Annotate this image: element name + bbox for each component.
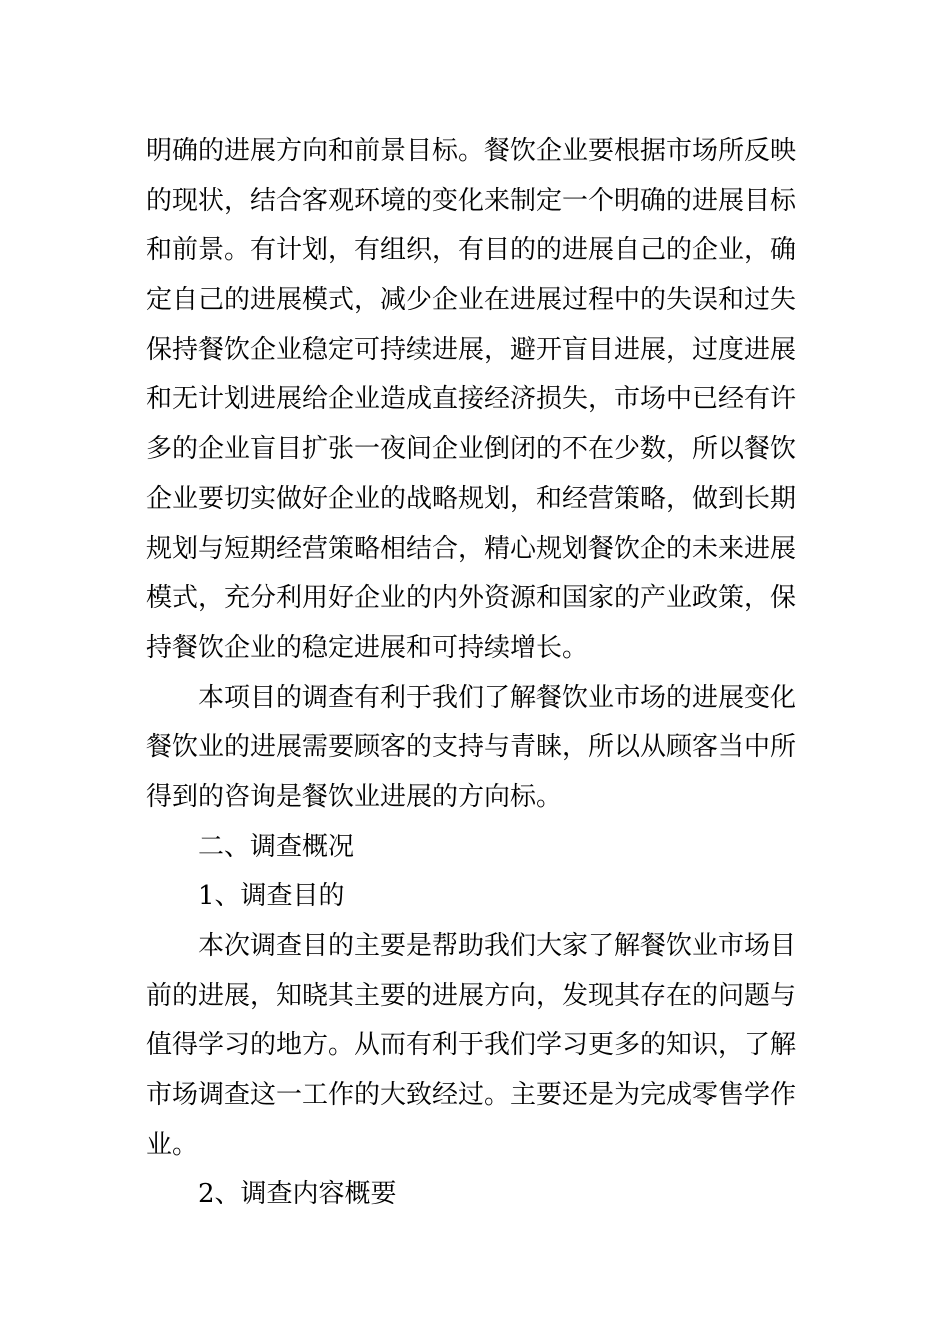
text-line: 业。: [146, 1129, 199, 1160]
text-line: 值得学习的地方。从而有利于我们学习更多的知识，了解: [146, 1030, 797, 1061]
text-line: 持餐饮企业的稳定进展和可持续增长。: [146, 632, 589, 663]
paragraph-project-survey: [146, 674, 811, 823]
text-line: 市场调查这一工作的大致经过。主要还是为完成零售学作: [146, 1080, 797, 1111]
text-line: 得到的咨询是餐饮业进展的方向标。: [146, 781, 563, 812]
text-line: 明确的进展方向和前景目标。餐饮企业要根据市场所反映: [146, 136, 797, 166]
text-line: 和无计划进展给企业造成直接经济损失，市场中已经有许: [146, 384, 797, 415]
text-line: 本次调查目的主要是帮助我们大家了解餐饮业市场目: [198, 931, 797, 961]
text-line: 多的企业盲目扩张一夜间企业倒闭的不在少数，所以餐饮: [146, 434, 797, 465]
text-line: 餐饮业的进展需要顾客的支持与青睐，所以从顾客当中所: [146, 732, 797, 763]
section-heading-survey-overview: 二、调查概况: [198, 831, 355, 862]
paragraph-survey-purpose: [146, 922, 811, 1170]
text-line: 企业要切实做好企业的战略规划，和经营策略，做到长期: [146, 483, 797, 514]
text-line: 和前景。有计划，有组织，有目的的进展自己的企业，确: [146, 235, 797, 266]
text-line: 规划与短期经营策略相结合，精心规划餐饮企的未来进展: [146, 533, 797, 564]
text-line: 保持餐饮企业稳定可持续进展，避开盲目进展，过度进展: [146, 334, 797, 365]
text-line: 本项目的调查有利于我们了解餐饮业市场的进展变化: [198, 682, 797, 713]
document-body: [146, 127, 811, 1220]
text-line: 前的进展，知晓其主要的进展方向，发现其存在的问题与: [146, 980, 797, 1011]
text-line: 定自己的进展模式，减少企业在进展过程中的失误和过失: [146, 285, 797, 316]
subsection-heading-survey-content: 2、调查内容概要: [198, 1179, 397, 1210]
paragraph-development-direction: [146, 127, 811, 674]
subsection-heading-survey-purpose: 1、调查目的: [198, 881, 345, 912]
text-line: 模式，充分利用好企业的内外资源和国家的产业政策，保: [146, 583, 797, 614]
text-line: 的现状，结合客观环境的变化来制定一个明确的进展目标: [146, 185, 797, 216]
